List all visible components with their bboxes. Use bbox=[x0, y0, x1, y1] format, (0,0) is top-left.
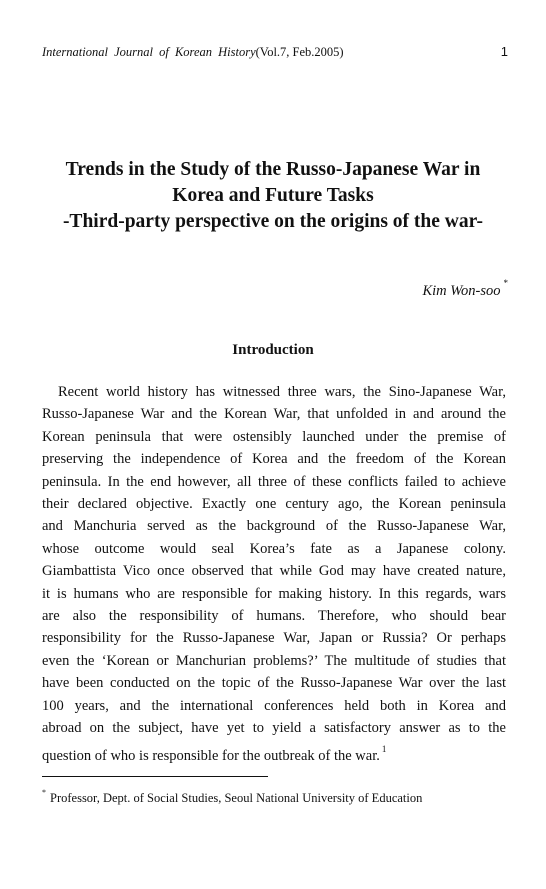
body-line: Recent world history has witnessed three wars, the Sino-Japanese War, bbox=[58, 384, 506, 400]
body-line: it is humans who are responsible for making history. In this regards, wars bbox=[42, 585, 506, 602]
body-line: and Manchuria served as the background of the Russo-Japanese War, bbox=[42, 518, 506, 535]
title-line: -Third-party perspective on the origins of the war- bbox=[62, 211, 484, 232]
footnote bbox=[42, 786, 422, 807]
author-name: Kim Won-soo bbox=[422, 282, 501, 299]
footnote-reference: 1 bbox=[381, 743, 387, 754]
body-line: their declared objective. Exactly one century ago, the Korean peninsula bbox=[42, 496, 506, 513]
body-line: 100 years, and the international conferences held both in Korea and bbox=[42, 697, 506, 714]
body-line: are also the responsibility of humans. Therefore, who should bear bbox=[42, 608, 506, 625]
body-line: responsibility for the Russo-Japanese War, Japan or Russia? Or perhaps bbox=[42, 630, 506, 647]
footnote-text: Professor, Dept. of Social Studies, Seoul National University of Education bbox=[50, 791, 423, 806]
body-line: peninsula. In the end however, all three of these conflicts failed to achieve bbox=[42, 473, 506, 490]
body-line: abroad on the subject, have yet to yield a satisfactory answer as to the bbox=[42, 720, 506, 737]
page-number: 1 bbox=[500, 44, 508, 59]
body-line: have been conducted on the topic of the Russo-Japanese War over the last bbox=[42, 675, 506, 692]
footnote-mark: * bbox=[42, 788, 46, 797]
body-paragraph bbox=[42, 381, 506, 767]
body-line: question of who is responsible for the outbreak of the war. bbox=[42, 747, 380, 764]
journal-name: International Journal of Korean History bbox=[42, 45, 256, 59]
section-heading: Introduction bbox=[232, 342, 314, 358]
article-title bbox=[30, 157, 516, 235]
journal-volume: (Vol.7, Feb.2005) bbox=[255, 45, 344, 59]
body-line: Giambattista Vico once observed that while God may have created nature, bbox=[42, 563, 506, 580]
body-line: Korean peninsula that were ostensibly launched under the premise of bbox=[42, 428, 506, 445]
body-line: preserving the independence of Korea and the freedom of the Korean bbox=[42, 451, 506, 468]
body-line: even the ‘Korean or Manchurian problems?’ The multitude of studies that bbox=[42, 652, 506, 669]
body-line: whose outcome would seal Korea’s fate as a Japanese colony. bbox=[42, 540, 506, 557]
author-footnote-mark: * bbox=[503, 278, 508, 288]
title-line: Trends in the Study of the Russo-Japanese War in bbox=[65, 159, 481, 180]
footnote-divider bbox=[42, 776, 268, 777]
running-header bbox=[42, 43, 508, 61]
author-byline bbox=[422, 276, 508, 301]
body-line-final bbox=[42, 740, 506, 767]
title-line: Korea and Future Tasks bbox=[172, 185, 374, 206]
body-line: Russo-Japanese War and the Korean War, that unfolded in and around the bbox=[42, 406, 506, 423]
